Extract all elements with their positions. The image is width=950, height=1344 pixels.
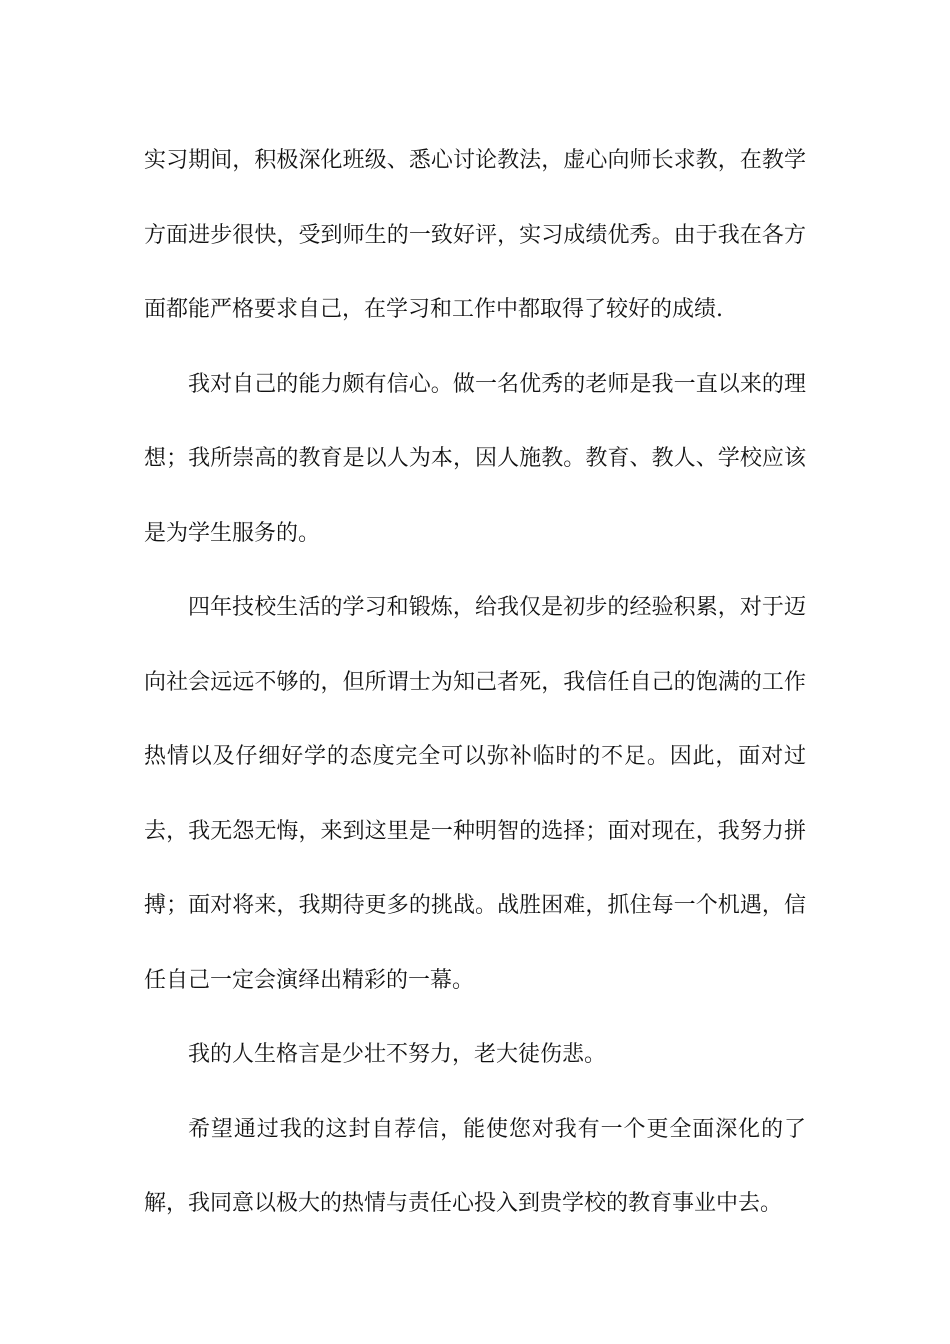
paragraph-motto: 我的人生格言是少壮不努力，老大徒伤悲。 (188, 1042, 607, 1067)
paragraph-internship: 实习期间，积极深化班级、悉心讨论教法，虚心向师长求教，在教学方面进步很快，受到师生的一致好评，实习成绩优秀。由于我在各方面都能严格要求自己，在学习和工作中都取得了较好的成绩. (144, 148, 806, 322)
paragraph-closing: 希望通过我的这封自荐信，能使您对我有一个更全面深化的了解，我同意以极大的热情与责任心投入到贵学校的教育事业中去。 (144, 1116, 806, 1216)
paragraph-school-life: 四年技校生活的学习和锻炼，给我仅是初步的经验积累，对于迈向社会远远不够的，但所谓士为知己者死，我信任自己的饱满的工作热情以及仔细好学的态度完全可以弥补临时的不足。因此，面对过去，我无怨无悔，来到这里是一种明智的选择；面对现在，我努力拼搏；面对将来，我期待更多的挑战。战胜困难，抓住每一个机遇，信任自己一定会演绎出精彩的一幕。 (144, 595, 806, 993)
paragraph-confidence: 我对自己的能力颇有信心。做一名优秀的老师是我一直以来的理想；我所崇高的教育是以人为本，因人施教。教育、教人、学校应该是为学生服务的。 (144, 371, 806, 546)
document-body (144, 124, 806, 1242)
